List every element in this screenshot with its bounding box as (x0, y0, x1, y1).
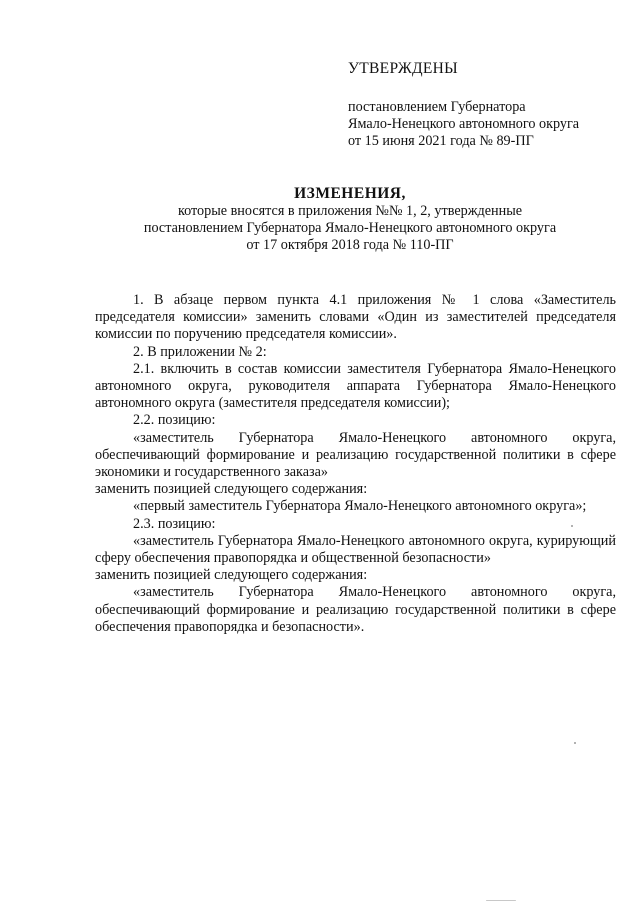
paragraph-2: 2. В приложении № 2: (133, 343, 267, 360)
document-title: ИЗМЕНЕНИЯ, (294, 185, 406, 202)
approval-line-3: от 15 июня 2021 года № 89-ПГ (348, 133, 534, 149)
approval-line-1: постановлением Губернатора (348, 99, 526, 115)
paragraph-2-1: 2.1. включить в состав комиссии заместителя Губернатора Ямало-Ненецкого автономного округа, руководителя аппарата Губернатора Ямало-Ненецкого автономного округа (заместителя председателя комиссии); (95, 360, 616, 412)
document-subtitle-line-2: постановлением Губернатора Ямало-Ненецкого автономного округа (143, 220, 557, 236)
approval-stamp (348, 60, 618, 150)
quoted-position-1: «заместитель Губернатора Ямало-Ненецкого автономного округа, обеспечивающий формирование и реализацию государственной политики в сфере экономики и государственного заказа» (95, 429, 616, 481)
quoted-position-2: «первый заместитель Губернатора Ямало-Ненецкого автономного округа»; (133, 498, 587, 515)
approved-heading: УТВЕРЖДЕНЫ (348, 60, 458, 77)
document-body (95, 292, 616, 636)
replace-instruction-2: заменить позицией следующего содержания: (95, 567, 368, 584)
document-title-block (60, 185, 640, 254)
paragraph-2-3: 2.3. позицию: (133, 515, 216, 532)
document-subtitle-line-1: которые вносятся в приложения №№ 1, 2, утвержденные (177, 203, 523, 219)
scan-speck (574, 742, 576, 744)
quoted-position-4: «заместитель Губернатора Ямало-Ненецкого автономного округа, обеспечивающий формирование и реализацию государственной политики в сфере обеспечения правопорядка и безопасности». (95, 584, 616, 635)
document-subtitle-line-3: от 17 октября 2018 года № 110-ПГ (246, 237, 454, 253)
replace-instruction-1: заменить позицией следующего содержания: (95, 481, 368, 498)
scan-speck (571, 525, 573, 527)
approval-line-2: Ямало-Ненецкого автономного округа (348, 116, 580, 132)
scan-edge-mark (486, 900, 516, 901)
paragraph-1: 1. В абзаце первом пункта 4.1 приложения № 1 слова «Заместитель председателя комиссии» заменить словами «Один из заместителей председателя комиссии по поручению председателя комиссии». (95, 292, 616, 343)
quoted-position-3: «заместитель Губернатора Ямало-Ненецкого автономного округа, курирующий сферу обеспечения правопорядка и общественной безопасности» (95, 532, 616, 567)
paragraph-2-2: 2.2. позицию: (133, 412, 216, 429)
